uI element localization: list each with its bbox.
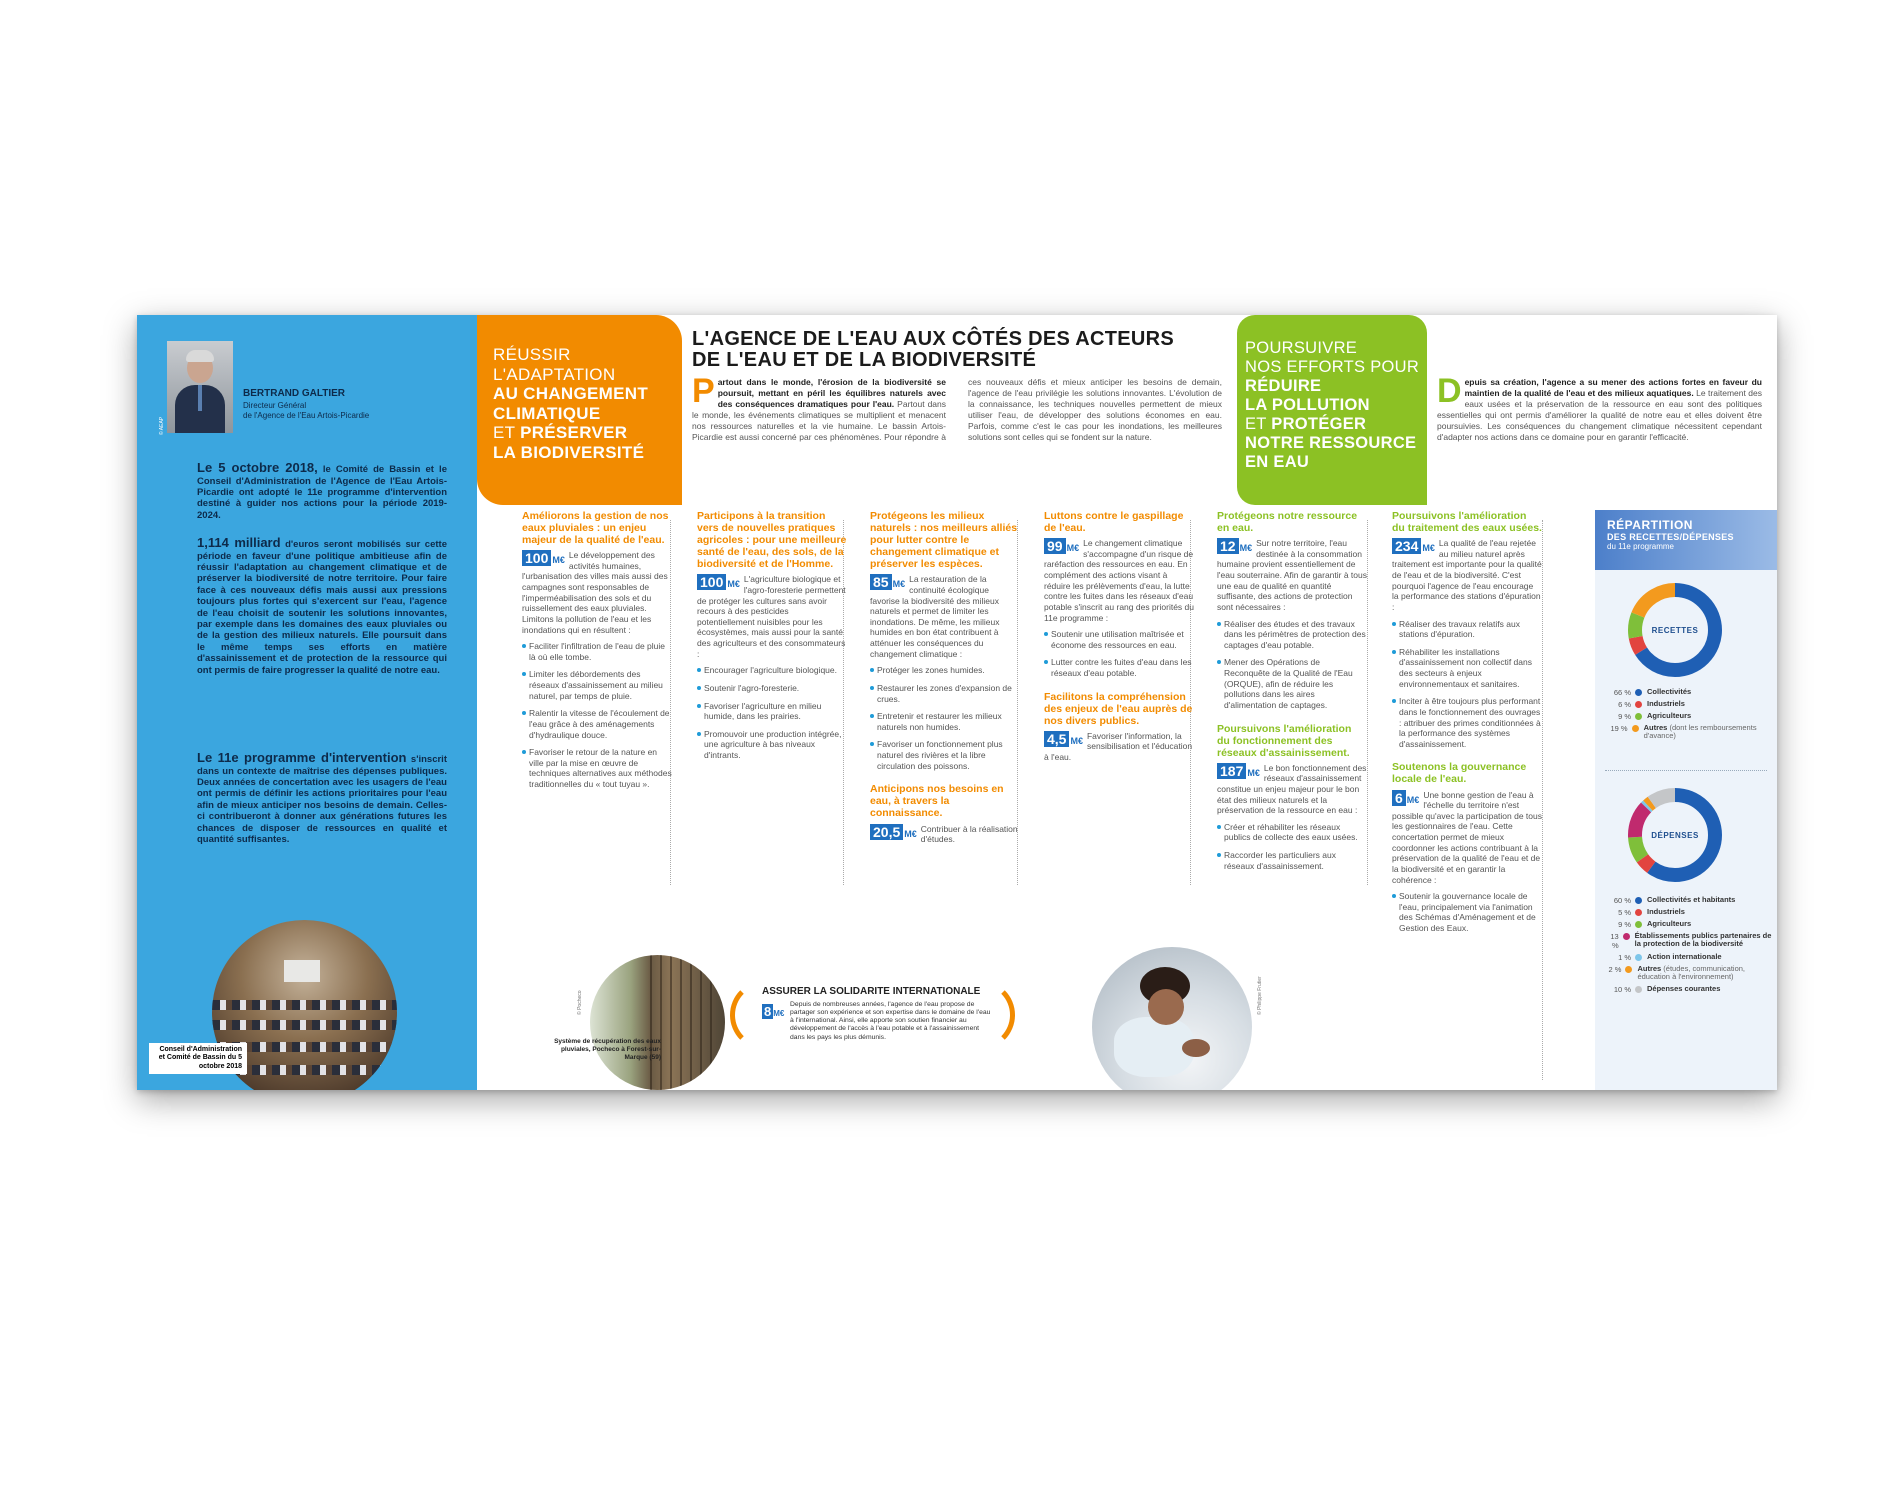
recettes-legend bbox=[1603, 688, 1773, 744]
legend-swatch bbox=[1635, 713, 1642, 720]
action-list bbox=[1217, 619, 1367, 711]
pollution-protection-panel bbox=[1237, 315, 1427, 505]
list-item: Lutter contre les fuites d'eau dans les réseaux d'eau potable. bbox=[1044, 657, 1194, 678]
meeting-photo-caption: Conseil d'Administration et Comité de Bassin du 5 octobre 2018 bbox=[149, 1043, 247, 1074]
budget-amount: 234 M€ bbox=[1392, 538, 1435, 554]
legend-note: (dont les remboursements d'avance) bbox=[1643, 723, 1757, 741]
budget-amount: 6 M€ bbox=[1392, 790, 1419, 806]
depenses-legend bbox=[1603, 896, 1773, 997]
recettes-label: RECETTES bbox=[1651, 626, 1699, 635]
legend-percent: 9 % bbox=[1618, 712, 1631, 721]
wastewater-section: Poursuivons l'amélioration du traitement des eaux usées. 234 M€ La qualité de l'eau rejetée au milieu naturel après traitement est importante pour la qualité de l'eau et de la biodiversité. C'est pourquoi l'agence de l'eau encourage la performance des stations d'épuration : Réaliser des travaux relatifs aux stations d'épuration. Réhabiliter les installations d'assainissement non collectif dans des secteurs à enjeux environnementaux et sanitaires. Inciter à être toujours plus performant dans le fonctionnement des ouvrages : attribuer des primes conditionnées à la performance des systèmes d'assainissement. Soutenons la gouvernance locale de l'eau. 6 M€ Une bonne gestion de l'eau à l'échelle du territoire n'est possible qu'avec la participation de tous les gestionnaires de l'eau. Cette concertation permet de mieux coordonner les actions contribuant à la préservation de la qualité de l'eau et de la biodiversité et en garantir la cohérence : Soutenir la gouvernance locale de l'eau, principalement via l'animation des Schémas d'Aménagement et de Gestion des Eaux. bbox=[1392, 510, 1542, 933]
editorial-paragraph-1: Le 5 octobre 2018, le Comité de Bassin et le Conseil d'Administration de l'Agence de l'Eau Artois-Picardie ont adopté le 11e programme d'intervention destiné à guider nos actions pour la période 2019-2024. bbox=[197, 460, 447, 521]
section-heading: Poursuivons l'amélioration du traitement des eaux usées. bbox=[1392, 510, 1542, 535]
legend-percent: 9 % bbox=[1618, 920, 1631, 929]
intro-paragraph-right: Depuis sa création, l'agence a su mener des actions fortes en faveur du maintien de la qualité de l'eau et des milieux aquatiques. Le traitement des eaux usées et la préservation de la ressource en eau sont des politiques essentielles qui ont permis d'améliorer la qualité de notre eau et elles doivent être poursuivies. Les conséquences du changement climatique nécessitent cependant d'adapter nos actions dans ce domaine pour en garantir l'efficacité. bbox=[1437, 372, 1763, 443]
repartition-header: RÉPARTITION DES RECETTES/DÉPENSES du 11e programme bbox=[1595, 510, 1777, 570]
budget-amount: 8 M€ bbox=[764, 1004, 785, 1019]
legend-swatch bbox=[1635, 986, 1642, 993]
legend-percent: 2 % bbox=[1608, 965, 1622, 974]
natural-environments-section: Protégeons les milieux naturels : nos meilleurs alliés pour lutter contre le changement climatique et préserver les espèces. 85 M€ La restauration de la continuité écologique favorise la biodiversité des milieux naturels et permet de limiter les inondations. De même, les milieux humides en bon état contribuent à atténuer les conséquences du changement climatique : Protéger les zones humides. Restaurer les zones d'expansion de crues. Entretenir et restaurer les milieux naturels non humides. Favoriser un fonctionnement plus naturel des rivières et la libre circulation des poissons. Anticipons nos besoins en eau, à travers la connaissance. 20,5 M€ Contribuer à la réalisation d'études. bbox=[870, 510, 1020, 849]
legend-label: Action internationale bbox=[1647, 952, 1722, 961]
list-item: Ralentir la vitesse de l'écoulement de l'eau grâce à des aménagements d'hydraulique douce. bbox=[522, 708, 672, 740]
list-item: Protéger les zones humides. bbox=[870, 665, 1020, 676]
section-heading: Soutenons la gouvernance locale de l'eau. bbox=[1392, 761, 1527, 786]
photo-credit: © AEAP bbox=[159, 416, 165, 435]
section-heading: Protégeons notre ressource en eau. bbox=[1217, 510, 1358, 535]
depenses-legend-item bbox=[1603, 953, 1773, 962]
repartition-panel bbox=[1595, 510, 1777, 1090]
legend-percent: 6 % bbox=[1618, 700, 1631, 709]
intro-paragraph-left: Partout dans le monde, l'érosion de la biodiversité se poursuit, mettant en péril les équilibres naturels avec des conséquences dramatiques pour l'eau. Partout dans le monde, les événements climatiques se multiplient et menacent nos ressources naturelles et la vie humaine. Le bassin Artois-Picardie est aussi concerné par ces phénomènes. Pour répondre à ces nouveaux défis et mieux anticiper les besoins de demain, l'agence de l'eau privilégie les solutions innovantes. L'évolution de la connaissance, les techniques nouvelles permettent de mieux utiliser l'eau, de développer des solutions économes en eau. Parfois, comme c'est le cas pour les inondations, les meilleures solutions sont celles qui se fondent sur la nature. bbox=[692, 372, 1222, 443]
director-portrait bbox=[167, 341, 233, 433]
section-heading: Participons à la transition vers de nouvelles pratiques agricoles : pour une meilleure santé de l'eau, des sols, de la biodiversité et de l'Homme. bbox=[697, 510, 847, 571]
legend-label: Industriels bbox=[1647, 699, 1685, 708]
action-list bbox=[1392, 891, 1542, 934]
list-item: Promouvoir une production intégrée, une agriculture à bas niveaux d'intrants. bbox=[697, 729, 847, 761]
action-list bbox=[697, 665, 847, 760]
list-item: Favoriser l'agriculture en milieu humide, dans les prairies. bbox=[697, 701, 847, 722]
depenses-legend-item bbox=[1603, 908, 1773, 917]
legend-swatch bbox=[1635, 909, 1642, 916]
action-list bbox=[1044, 629, 1194, 679]
legend-swatch bbox=[1635, 701, 1642, 708]
depenses-legend-item bbox=[1603, 965, 1773, 982]
list-item: Raccorder les particuliers aux réseaux d'assainissement. bbox=[1217, 850, 1367, 871]
legend-percent: 1 % bbox=[1618, 953, 1631, 962]
list-item: Favoriser le retour de la nature en ville par la mise en œuvre de techniques alternatives aux méthodes traditionnelles du « tout tuyau ». bbox=[522, 747, 672, 790]
rainwater-section: Améliorons la gestion de nos eaux pluviales : un enjeu majeur de la qualité de l'eau. 100 M€ Le développement des activités humaines, l'urbanisation des villes mais aussi des campagnes sont responsables de l'imperméabilisation des sols et du ruissellement des eaux pluviales. Limitons la pollution de l'eau et les inondations qui en résultent : Faciliter l'infiltration de l'eau de pluie là où elle tombe. Limiter les débordements des réseaux d'assainissement au milieu naturel, par temps de pluie. Ralentir la vitesse de l'écoulement de l'eau grâce à des aménagements d'hydraulique douce. Favoriser le retour de la nature en ville par la mise en œuvre de techniques alternatives aux méthodes traditionnelles du « tout tuyau ». bbox=[522, 510, 672, 790]
editorial-paragraph-2: 1,114 milliard d'euros seront mobilisés sur cette période en faveur d'une politique ambitieuse afin de réussir l'adaptation au changement climatique et de préserver la biodiversité de notre territoire. Pour faire face à ces nouveaux défis mais aussi aux pressions toujours plus fortes qui s'exercent sur l'eau, l'agence de l'eau choisit de soutenir les solutions innovantes, par exemple dans les domaines des eaux pluviales ou de la gestion des milieux naturels. Elle poursuit dans le même temps ses efforts en matière d'assainissement et de protection de la ressource qui ont permis de faire progresser la qualité de notre eau. bbox=[197, 535, 447, 676]
section-heading: Facilitons la compréhension des enjeux de l'eau auprès de nos divers publics. bbox=[1044, 690, 1193, 727]
water-resource-section: Protégeons notre ressource en eau. 12 M€ Sur notre territoire, l'eau destinée à la consommation humaine provient essentiellement de l'eau souterraine. Afin de garantir à tous une eau de qualité en quantité suffisante, des actions de protection sont nécessaires : Réaliser des études et des travaux dans les périmètres de protection des captages d'eau potable. Mener des Opérations de Reconquête de la Qualité de l'Eau (ORQUE), afin de réduire les pollutions dans les aires d'alimentation de captages. Poursuivons l'amélioration du fonctionnement des réseaux d'assainissement. 187 M€ Le bon fonctionnement des réseaux d'assainissement constitue un enjeu majeur pour le bon état des milieux naturels et la préservation de la ressource en eau : Créer et réhabiliter les réseaux publics de collecte des eaux usées. Raccorder les particuliers aux réseaux d'assainissement. bbox=[1217, 510, 1367, 871]
recettes-legend-item bbox=[1603, 724, 1773, 741]
building-photo-caption: Système de récupération des eaux pluviales, Pocheco à Forest-sur-Marque (59) bbox=[554, 1038, 661, 1061]
water-waste-section: Luttons contre le gaspillage de l'eau. 99 M€ Le changement climatique s'accompagne d'un risque de raréfaction des ressources en eau. En complément des actions visant à réduire les prélèvements d'eau, la lutte contre les fuites dans les réseaux d'eau potable s'inscrit au rang des priorités du 11e programme : Soutenir une utilisation maîtrisée et économe des ressources en eau. Lutter contre les fuites d'eau dans les réseaux d'eau potable. Facilitons la compréhension des enjeux de l'eau auprès de nos divers publics. 4,5 M€ Favoriser l'information, la sensibilisation et l'éducation à l'eau. bbox=[1044, 510, 1194, 763]
climate-biodiversity-panel bbox=[477, 315, 682, 505]
recettes-legend-item bbox=[1603, 712, 1773, 721]
legend-percent: 60 % bbox=[1613, 896, 1631, 905]
column-divider bbox=[1367, 520, 1368, 885]
list-item: Faciliter l'infiltration de l'eau de pluie là où elle tombe. bbox=[522, 641, 672, 662]
list-item: Réhabiliter les installations d'assainissement non collectif dans des secteurs à enjeux environnementaux et sanitaires. bbox=[1392, 647, 1542, 690]
list-item: Mener des Opérations de Reconquête de la Qualité de l'Eau (ORQUE), afin de réduire les pollutions dans les aires d'alimentation de captages. bbox=[1217, 657, 1367, 710]
recettes-legend-item bbox=[1603, 688, 1773, 697]
legend-label: Autres (dont les remboursements d'avance) bbox=[1643, 723, 1757, 741]
depenses-legend-item bbox=[1603, 896, 1773, 905]
legend-note: (études, communication, éducation à l'environnement) bbox=[1637, 964, 1746, 982]
legend-label: Industriels bbox=[1647, 907, 1685, 916]
child-drinking-photo bbox=[1092, 947, 1252, 1090]
budget-amount: 99 M€ bbox=[1044, 538, 1079, 554]
budget-amount: 20,5 M€ bbox=[870, 824, 917, 840]
depenses-legend-item bbox=[1603, 920, 1773, 929]
pollution-panel-title: POURSUIVRE NOS EFFORTS POUR RÉDUIRE LA POLLUTION ET PROTÉGER NOTRE RESSOURCE EN EAU bbox=[1245, 339, 1420, 471]
legend-swatch bbox=[1635, 921, 1642, 928]
section-heading: Protégeons les milieux naturels : nos meilleurs alliés pour lutter contre le changement climatique et préserver les espèces. bbox=[870, 510, 1018, 571]
editorial-paragraph-3: Le 11e programme d'intervention s'inscrit dans un contexte de maîtrise des dépenses publiques. Deux années de concertation avec les usagers de l'eau ont permis de définir les actions prioritaires pour l'eau afin de mieux anticiper nos besoins de demain. Celles-ci contribueront à donner aux générations futures les chances de disposer de ressources en qualité et quantité suffisantes. bbox=[197, 750, 447, 845]
budget-amount: 100 M€ bbox=[522, 550, 565, 566]
budget-amount: 4,5 M€ bbox=[1044, 731, 1083, 747]
solidarity-text: Depuis de nombreuses années, l'agence de l'eau propose de partager son expérience et son expertise dans le domaine de l'eau à l'international. Ainsi, elle apporte son soutien financier au développement de l'accès à l'eau potable et à l'assainissement dans les pays les plus démunis. bbox=[790, 1001, 991, 1041]
legend-swatch bbox=[1635, 897, 1642, 904]
budget-amount: 187 M€ bbox=[1217, 763, 1260, 779]
list-item: Soutenir l'agro-foresterie. bbox=[697, 683, 847, 694]
solidarity-title: ASSURER LA SOLIDARITE INTERNATIONALE bbox=[762, 986, 981, 997]
legend-percent: 13 % bbox=[1610, 932, 1619, 950]
legend-percent: 66 % bbox=[1613, 688, 1631, 697]
director-name: BERTRAND GALTIER bbox=[243, 388, 346, 399]
list-item: Encourager l'agriculture biologique. bbox=[697, 665, 847, 676]
section-heading: Anticipons nos besoins en eau, à travers la connaissance. bbox=[870, 783, 1004, 820]
list-item: Réaliser des études et des travaux dans les périmètres de protection des captages d'eau potable. bbox=[1217, 619, 1367, 651]
depenses-label: DÉPENSES bbox=[1651, 831, 1699, 840]
legend-label: Établissements publics partenaires de la protection de la biodiversité bbox=[1634, 931, 1772, 949]
section-heading: Poursuivons l'amélioration du fonctionnement des réseaux d'assainissement. bbox=[1217, 722, 1352, 759]
action-list bbox=[1217, 822, 1367, 872]
column-divider bbox=[1542, 520, 1543, 1080]
legend-percent: 5 % bbox=[1618, 908, 1631, 917]
legend-swatch bbox=[1623, 933, 1630, 940]
list-item: Inciter à être toujours plus performant dans le fonctionnement des ouvrages : attribuer des primes conditionnées à la performance des systèmes d'assainissement. bbox=[1392, 696, 1542, 749]
climate-panel-title: RÉUSSIR L'ADAPTATION AU CHANGEMENT CLIMATIQUE ET PRÉSERVER LA BIODIVERSITÉ bbox=[493, 345, 649, 462]
editorial-column bbox=[137, 315, 477, 1090]
budget-amount: 100 M€ bbox=[697, 574, 740, 590]
legend-label: Collectivités bbox=[1647, 687, 1692, 696]
depenses-legend-item bbox=[1603, 932, 1773, 950]
pocheco-building-photo bbox=[590, 955, 725, 1090]
photo-credit: © Pocheco bbox=[577, 990, 583, 1015]
legend-swatch bbox=[1635, 689, 1642, 696]
legend-label: Agriculteurs bbox=[1647, 919, 1692, 928]
section-heading: Luttons contre le gaspillage de l'eau. bbox=[1044, 510, 1184, 535]
photo-credit: © Philippe Frutier bbox=[1257, 976, 1263, 1015]
list-item: Soutenir une utilisation maîtrisée et économe des ressources en eau. bbox=[1044, 629, 1194, 650]
divider bbox=[1605, 770, 1767, 771]
list-item: Favoriser un fonctionnement plus naturel des rivières et la libre circulation des poissons. bbox=[870, 739, 1020, 771]
list-item: Restaurer les zones d'expansion de crues. bbox=[870, 683, 1020, 704]
list-item: Limiter les débordements des réseaux d'assainissement au milieu naturel, par temps de pluie. bbox=[522, 669, 672, 701]
page-title: L'AGENCE DE L'EAU AUX CÔTÉS DES ACTEURS DE L'EAU ET DE LA BIODIVERSITÉ bbox=[692, 328, 1174, 371]
action-list bbox=[522, 641, 672, 790]
legend-swatch bbox=[1635, 954, 1642, 961]
action-list bbox=[1392, 619, 1542, 750]
legend-swatch bbox=[1625, 966, 1632, 973]
recettes-legend-item bbox=[1603, 700, 1773, 709]
list-item: Soutenir la gouvernance locale de l'eau, principalement via l'animation des Schémas d'Aménagement et de Gestion des Eaux. bbox=[1392, 891, 1542, 934]
legend-percent: 10 % bbox=[1613, 984, 1631, 994]
depenses-legend-item bbox=[1603, 985, 1773, 994]
legend-label: Agriculteurs bbox=[1647, 711, 1692, 720]
budget-amount: 85 M€ bbox=[870, 574, 905, 590]
legend-label: Autres (études, communication, éducation à l'environnement) bbox=[1637, 964, 1746, 982]
legend-label: Collectivités et habitants bbox=[1647, 895, 1736, 904]
budget-amount: 12 M€ bbox=[1217, 538, 1252, 554]
list-item: Créer et réhabiliter les réseaux publics de collecte des eaux usées. bbox=[1217, 822, 1367, 843]
legend-percent: 19 % bbox=[1610, 724, 1628, 733]
brochure-spread bbox=[137, 315, 1777, 1090]
section-heading: Améliorons la gestion de nos eaux pluviales : un enjeu majeur de la qualité de l'eau. bbox=[522, 510, 669, 547]
list-item: Entretenir et restaurer les milieux naturels non humides. bbox=[870, 711, 1020, 732]
legend-label: Dépenses courantes bbox=[1647, 983, 1721, 993]
director-role: Directeur Général de l'Agence de l'Eau Artois-Picardie bbox=[243, 401, 370, 420]
action-list bbox=[870, 665, 1020, 771]
legend-swatch bbox=[1632, 725, 1639, 732]
agriculture-section: Participons à la transition vers de nouvelles pratiques agricoles : pour une meilleure santé de l'eau, des sols, de la biodiversité et de l'Homme. 100 M€ L'agriculture biologique et l'agro-foresterie permettent de protéger les cultures sans avoir recours à des pesticides potentiellement nuisibles pour les écosystèmes, mais aussi pour la santé des agriculteurs et des consommateurs : Encourager l'agriculture biologique. Soutenir l'agro-foresterie. Favoriser l'agriculture en milieu humide, dans les prairies. Promouvoir une production intégrée, une agriculture à bas niveaux d'intrants. bbox=[697, 510, 847, 761]
list-item: Réaliser des travaux relatifs aux stations d'épuration. bbox=[1392, 619, 1542, 640]
